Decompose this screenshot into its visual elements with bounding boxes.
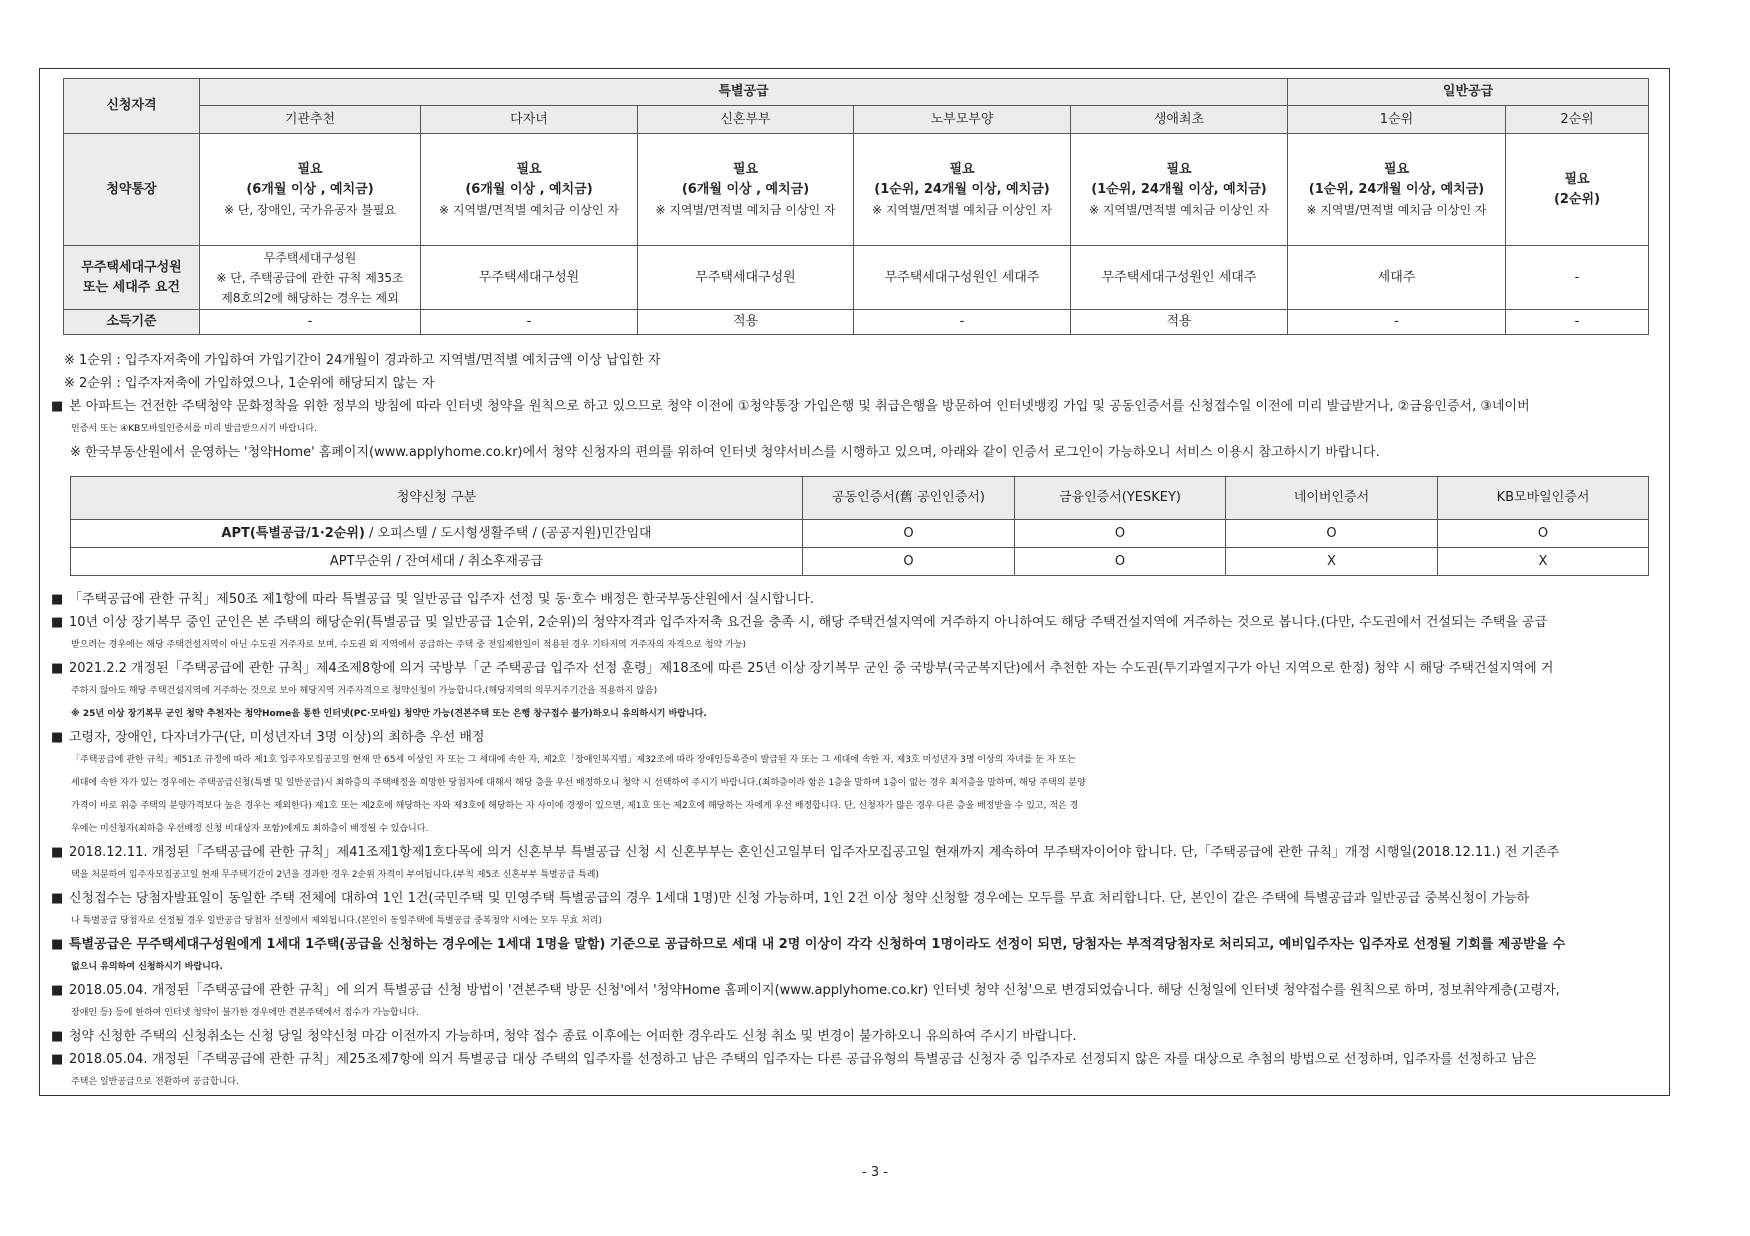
- row-label-account: 청약통장: [64, 134, 200, 246]
- table-cell: 필요 (6개월 이상 , 예치금) ※ 단, 장애인, 국가유공자 불필요: [200, 134, 421, 246]
- bullet-icon: [51, 1025, 69, 1048]
- table-cell: -: [1288, 310, 1506, 335]
- bullet-icon: [51, 395, 69, 418]
- table-cell: 무주택세대구성원: [638, 246, 854, 310]
- bullet-icon: [51, 588, 69, 611]
- col-header: 다자녀: [421, 106, 638, 134]
- list-item: ■특별공급은 무주택세대구성원에게 1세대 1주택(공급을 신청하는 경우에는 1세대 1명을 말함) 기준으로 공급하므로 세대 내 2명 이상이 각각 신청하여 1명이라도 선정이 되면, 당첨자는 부적격당첨자로 처리되고, 예비입주자는 입주자로 선정될 기회를 제공받을 수: [51, 933, 1661, 956]
- table-cell: -: [854, 310, 1071, 335]
- list-item: ■고령자, 장애인, 다자녀가구(단, 미성년자녀 3명 이상)의 최하층 우선 배정: [51, 726, 1661, 749]
- bullet-icon: [51, 611, 69, 634]
- header-qualification: 신청자격: [64, 79, 200, 134]
- table-cell: O: [803, 548, 1015, 576]
- list-item-line: 주하지 않아도 해당 주택건설지역에 거주하는 것으로 보아 해당지역 거주자격으로 청약신청이 가능합니다.(해당지역의 의무거주기간을 적용하지 않음): [71, 686, 658, 696]
- note-rank2: ※ 2순위 : 입주자저축에 가입하였으나, 1순위에 해당되지 않는 자: [64, 376, 435, 391]
- col-header: 1순위: [1288, 106, 1506, 134]
- col-header: 금융인증서(YESKEY): [1015, 477, 1226, 520]
- table-cell: 필요 (1순위, 24개월 이상, 예치금) ※ 지역별/면적별 예치금 이상인 자: [1288, 134, 1506, 246]
- row-label-income: 소득기준: [64, 310, 200, 335]
- list-item-bold-note: ※ 25년 이상 장기복무 군인 청약 추천자는 청약Home을 통한 인터넷(PC·모바일) 청약만 가능(견본주택 또는 은행 창구접수 불가)하오니 유의하시기 바랍니다.: [71, 709, 707, 719]
- table-row-label: APT(특별공급/1·2순위) / 오피스텔 / 도시형생활주택 / (공공지원)민간임대: [71, 520, 803, 548]
- paragraph-line: 인증서 또는 ④KB모바일인증서를 미리 발급받으시기 바랍니다.: [71, 424, 317, 434]
- table-cell: -: [421, 310, 638, 335]
- list-item: ■2018.05.04. 개정된「주택공급에 관한 규칙」에 의거 특별공급 신청 방법이 '견본주택 방문 신청'에서 '청약Home 홈페이지(www.applyhome.co.kr) 인터넷 청약 신청'으로 변경되었습니다. 해당 신청일에 인터넷 청약접수를 원칙으로 하며, 정보취약계층(고령자,: [51, 979, 1661, 1002]
- table-cell: -: [200, 310, 421, 335]
- bullet-icon: [51, 657, 69, 680]
- list-item-line: 장애인 등) 등에 한하여 인터넷 청약이 불가한 경우에만 견본주택에서 접수가 가능합니다.: [71, 1008, 419, 1018]
- table-cell: 적용: [1071, 310, 1288, 335]
- list-item-line: 세대에 속한 자가 있는 경우에는 주택공급신청(특별 및 일반공급)시 최하층의 주택배정을 희망한 당첨자에 대해서 해당 층을 우선 배정하오니 청약 시 선택하여 주시기 바랍니다.(최하층이라 함은 1층을 말하며 1층이 없는 경우 최저층을 말하며, 해당 주택의 분양: [71, 778, 1086, 788]
- row-label-homeless: 무주택세대구성원 또는 세대주 요건: [64, 246, 200, 310]
- list-item: ■「주택공급에 관한 규칙」제50조 제1항에 따라 특별공급 및 일반공급 입주자 선정 및 동·호수 배정은 한국부동산원에서 실시합니다.: [51, 588, 1661, 611]
- table-cell: 필요 (2순위): [1506, 134, 1649, 246]
- list-item-line: 가격이 바로 위층 주택의 분양가격보다 높은 경우는 제외한다) 제1호 또는 제2호에 해당하는 자와 제3호에 해당하는 자 사이에 경쟁이 있으면, 제1호 또는 제2호에 해당하는 자에게 우선 배정합니다. 단, 신청자가 많은 경우 다른 층을 배정받을 수 있고, 적은 경: [71, 801, 1079, 811]
- col-header: 기관추천: [200, 106, 421, 134]
- bullet-icon: [51, 726, 69, 749]
- table-cell: 필요 (1순위, 24개월 이상, 예치금) ※ 지역별/면적별 예치금 이상인 자: [1071, 134, 1288, 246]
- list-item-line: 우에는 미신청자(최하층 우선배정 신청 비대상자 포함)에게도 최하층이 배정될 수 있습니다.: [71, 824, 429, 834]
- table-cell: 필요 (6개월 이상 , 예치금) ※ 지역별/면적별 예치금 이상인 자: [421, 134, 638, 246]
- col-header: 공동인증서(舊 공인인증서): [803, 477, 1015, 520]
- col-header: 신혼부부: [638, 106, 854, 134]
- table-cell: 무주택세대구성원인 세대주: [1071, 246, 1288, 310]
- table-cell: 무주택세대구성원: [421, 246, 638, 310]
- paragraph-internet-application: ■본 아파트는 건전한 주택청약 문화정착을 위한 정부의 방침에 따라 인터넷 청약을 원칙으로 하고 있으므로 청약 이전에 ①청약통장 가입은행 및 취급은행을 방문하여 인터넷뱅킹 가입 및 공동인증서를 신청접수일 이전에 미리 발급받거나, ②금융인증서, ③네이버: [51, 395, 1661, 418]
- list-item: ■2018.12.11. 개정된「주택공급에 관한 규칙」제41조제1항제1호다목에 의거 신혼부부 특별공급 신청 시 신혼부부는 혼인신고일부터 입주자모집공고일 현재까지 계속하여 무주택자이어야 합니다. 단,「주택공급에 관한 규칙」개정 시행일(2018.12.11.) 전 기존주: [51, 841, 1661, 864]
- table-cell: 필요 (1순위, 24개월 이상, 예치금) ※ 지역별/면적별 예치금 이상인 자: [854, 134, 1071, 246]
- list-item: ■10년 이상 장기복무 중인 군인은 본 주택의 해당순위(특별공급 및 일반공급 1순위, 2순위)의 청약자격과 입주자저축 요건을 충족 시, 해당 주택건설지역에 거주하지 아니하여도 해당 주택건설지역에 거주하는 것으로 봅니다.(다만, 수도권에서 건설되는 주택을 공급: [51, 611, 1661, 634]
- bullet-icon: [51, 933, 69, 956]
- list-item-line: 택을 처분하여 입주자모집공고일 현재 무주택기간이 2년을 경과한 경우 2순위 자격이 부여됩니다.(부칙 제5조 신혼부부 특별공급 특례): [71, 870, 599, 880]
- table-cell: O: [803, 520, 1015, 548]
- list-item-line: 「주택공급에 관한 규칙」제51조 규정에 따라 제1호 입주자모집공고일 현재 만 65세 이상인 자 또는 그 세대에 속한 자, 제2호「장애인복지법」제32조에 따라 장애인등록증이 발급된 자 또는 그 세대에 속한 자, 제3호 미성년자 3명 이상의 자녀를 둔 자 또는: [71, 755, 1076, 765]
- list-item: ■청약 신청한 주택의 신청취소는 신청 당일 청약신청 마감 이전까지 가능하며, 청약 접수 종료 이후에는 어떠한 경우라도 신청 취소 및 변경이 불가하오니 유의하여 주시기 바랍니다.: [51, 1025, 1661, 1048]
- list-item-line: 받으려는 경우에는 해당 주택건설지역이 아닌 수도권 거주자로 보며, 수도권 외 지역에서 공급하는 주택 중 전입제한일이 적용된 경우 기타지역 거주자의 자격으로 청약 가능): [71, 640, 747, 650]
- list-item: ■2021.2.2 개정된「주택공급에 관한 규칙」제4조제8항에 의거 국방부「군 주택공급 입주자 선정 훈령」제18조에 따른 25년 이상 장기복무 군인 중 국방부(국군복지단)에서 추천한 자는 수도권(투기과열지구가 아닌 지역으로 한정) 청약 시 해당 주택건설지역에 거: [51, 657, 1661, 680]
- header-general-supply: 일반공급: [1288, 79, 1649, 106]
- table-row-label: APT무순위 / 잔여세대 / 취소후재공급: [71, 548, 803, 576]
- table-cell: O: [1226, 520, 1438, 548]
- col-header: 네이버인증서: [1226, 477, 1438, 520]
- table-cell: O: [1438, 520, 1649, 548]
- table-cell: X: [1438, 548, 1649, 576]
- list-item-line: 나 특별공급 당첨자로 선정될 경우 일반공급 당첨자 선정에서 제외됩니다.(본인이 동일주택에 특별공급 중복청약 시에는 모두 무효 처리): [71, 916, 602, 926]
- table-cell: 세대주: [1288, 246, 1506, 310]
- bullet-icon: [51, 887, 69, 910]
- page-number: - 3 -: [862, 1165, 888, 1180]
- table-cell: 필요 (6개월 이상 , 예치금) ※ 지역별/면적별 예치금 이상인 자: [638, 134, 854, 246]
- table-cell: 무주택세대구성원인 세대주: [854, 246, 1071, 310]
- note-rank1: ※ 1순위 : 입주자저축에 가입하여 가입기간이 24개월이 경과하고 지역별/면적별 예치금액 이상 납입한 자: [64, 353, 661, 368]
- bullet-icon: [51, 979, 69, 1002]
- col-header: 노부모부양: [854, 106, 1071, 134]
- paragraph-note: ※ 한국부동산원에서 운영하는 '청약Home' 홈페이지(www.applyhome.co.kr)에서 청약 신청자의 편의를 위하여 인터넷 청약서비스를 시행하고 있으며, 아래와 같이 인증서 로그인이 가능하오니 서비스 이용시 참고하시기 바랍니다.: [70, 445, 1380, 460]
- list-item-line: 주택은 일반공급으로 전환하여 공급합니다.: [71, 1077, 239, 1087]
- list-item: ■신청접수는 당첨자발표일이 동일한 주택 전체에 대하여 1인 1건(국민주택 및 민영주택 특별공급의 경우 1세대 1명)만 신청 가능하며, 1인 2건 이상 청약 신청할 경우에는 모두를 무효 처리합니다. 단, 본인이 같은 주택에 특별공급과 일반공급 중복신청이 가능하: [51, 887, 1661, 910]
- table-cell: O: [1015, 520, 1226, 548]
- eligibility-table: [63, 78, 1649, 335]
- table-cell: X: [1226, 548, 1438, 576]
- col-header: 생애최초: [1071, 106, 1288, 134]
- header-special-supply: 특별공급: [200, 79, 1288, 106]
- table-cell: -: [1506, 310, 1649, 335]
- col-header: 2순위: [1506, 106, 1649, 134]
- bullet-icon: [51, 1048, 69, 1071]
- col-header: KB모바일인증서: [1438, 477, 1649, 520]
- bullet-icon: [51, 841, 69, 864]
- table-cell: 적용: [638, 310, 854, 335]
- certificate-table: [70, 476, 1649, 576]
- col-header: 청약신청 구분: [71, 477, 803, 520]
- table-cell: -: [1506, 246, 1649, 310]
- table-cell: O: [1015, 548, 1226, 576]
- list-item: ■2018.05.04. 개정된「주택공급에 관한 규칙」제25조제7항에 의거 특별공급 대상 주택의 입주자를 선정하고 남은 주택의 입주자는 다른 공급유형의 특별공급 신청자 중 입주자로 선정되지 않은 자를 대상으로 추첨의 방법으로 선정하며, 입주자를 선정하고 남은: [51, 1048, 1661, 1071]
- list-item-line: 없으니 유의하여 신청하시기 바랍니다.: [71, 962, 223, 972]
- table-cell: 무주택세대구성원 ※ 단, 주택공급에 관한 규칙 제35조 제8호의2에 해당하는 경우는 제외: [200, 246, 421, 310]
